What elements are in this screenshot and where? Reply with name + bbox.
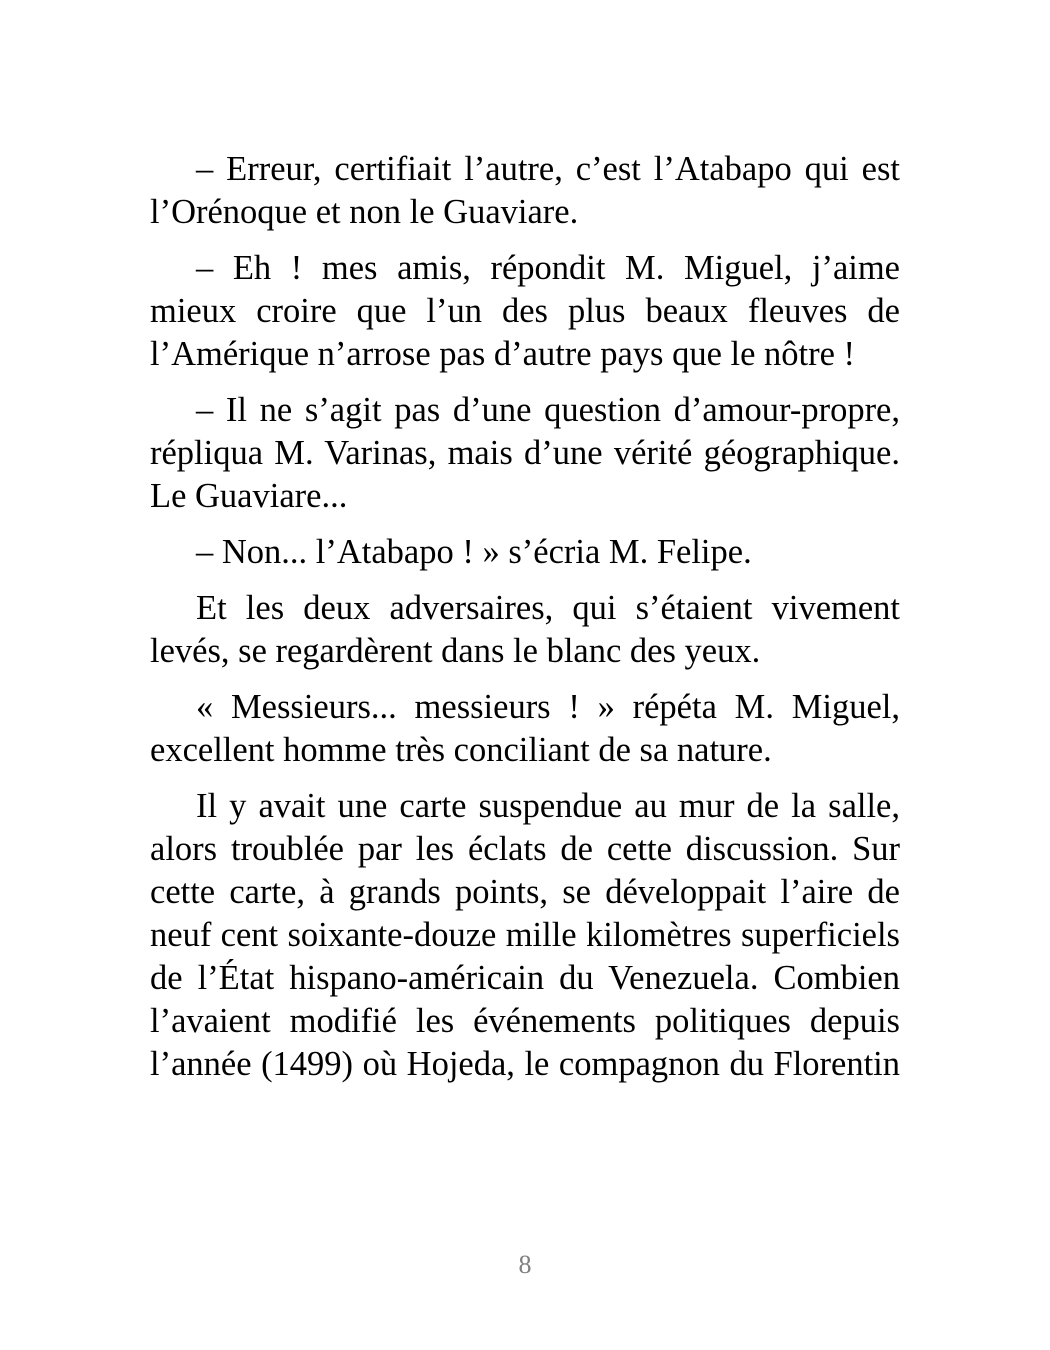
paragraph-6: « Messieurs... messieurs ! » répéta M. Miguel, excellent homme très conciliant de sa nature. — [150, 688, 900, 769]
paragraph-5: Et les deux adversaires, qui s’étaient vivement levés, se regardèrent dans le blanc des yeux. — [150, 589, 900, 670]
paragraph-2: – Eh ! mes amis, répondit M. Miguel, j’aime mieux croire que l’un des plus beaux fleuves de l’Amérique n’arrose pas d’autre pays que le nôtre ! — [150, 249, 900, 373]
page-body-text — [150, 148, 900, 1099]
paragraph-4: – Non... l’Atabapo ! » s’écria M. Felipe. — [196, 533, 752, 571]
page-number: 8 — [518, 1250, 532, 1279]
paragraph-7: Il y avait une carte suspendue au mur de la salle, alors troublée par les éclats de cette discussion. Sur cette carte, à grands points, se développait l’aire de neuf cent soixante-douze mille kilomètres superficiels de l’État hispano-américain du Venezuela. Combien l’avaient modifié les événements politiques depuis l’année (1499) où Hojeda, le compagnon du Florentin — [150, 787, 900, 1083]
paragraph-1: – Erreur, certifiait l’autre, c’est l’Atabapo qui est l’Orénoque et non le Guaviare. — [150, 150, 900, 231]
paragraph-3: – Il ne s’agit pas d’une question d’amour-propre, répliqua M. Varinas, mais d’une vérité géographique. Le Guaviare... — [150, 391, 900, 515]
